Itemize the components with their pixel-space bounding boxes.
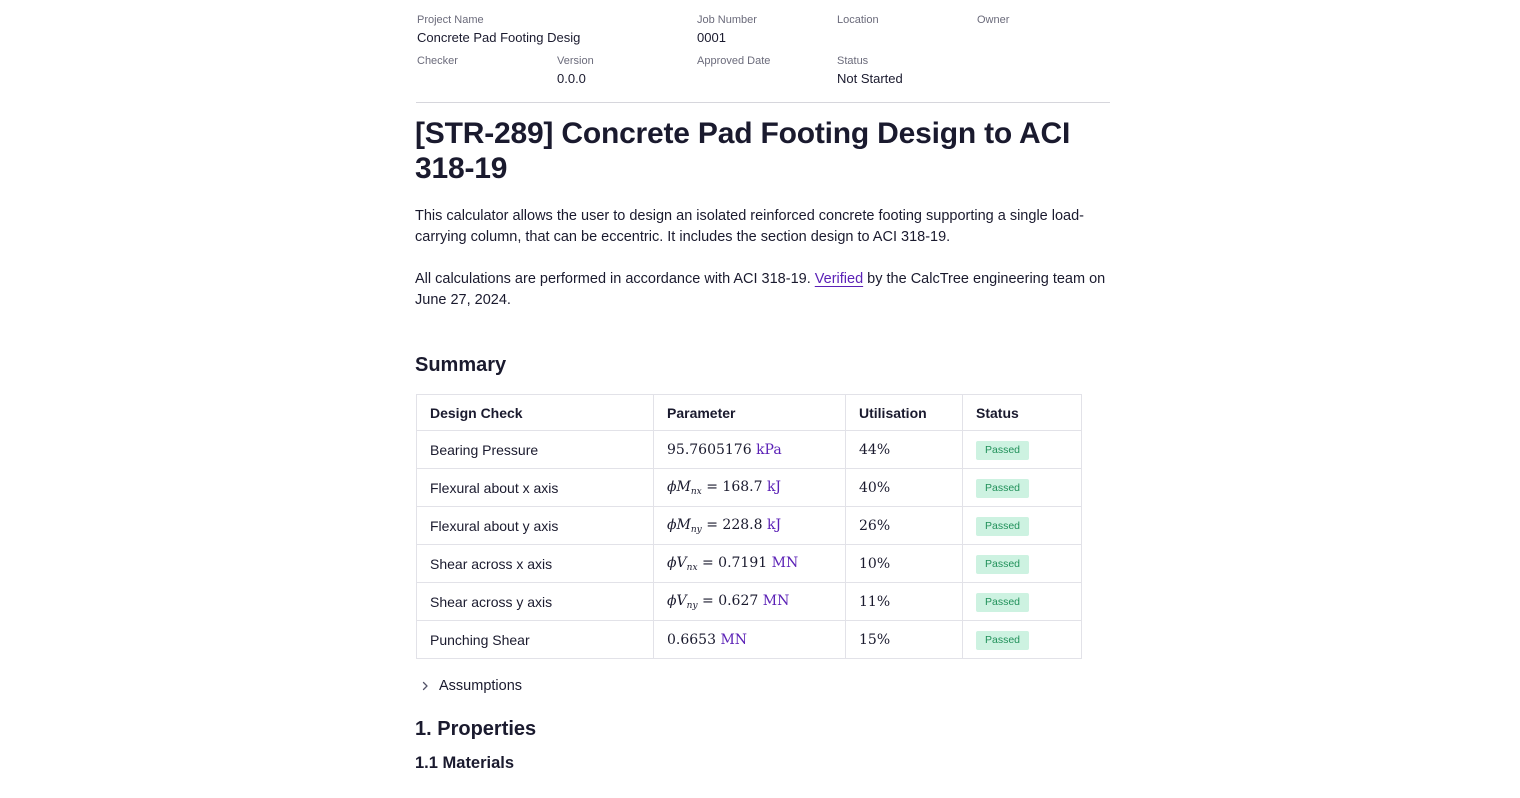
- parameter-cell: [654, 469, 846, 507]
- utilisation-cell: [846, 469, 963, 507]
- status-cell: [963, 507, 1082, 545]
- utilisation-cell: [846, 621, 963, 659]
- summary-table: [416, 394, 1082, 659]
- accordance-paragraph: [415, 269, 1115, 311]
- version-label: Version: [557, 55, 594, 67]
- status-badge: Passed: [976, 555, 1029, 574]
- page-title: [STR-289] Concrete Pad Footing Design to ACI 318-19: [415, 117, 1071, 185]
- table-row: [417, 507, 1082, 545]
- utilisation-cell: [846, 431, 963, 469]
- accordance-text-after: by the CalcTree engineering team on June 27, 2024.: [415, 271, 1106, 308]
- accordance-text-before: All calculations are performed in accordance with ACI 318-19.: [415, 271, 815, 287]
- status-cell: [963, 583, 1082, 621]
- parameter-subscript: nx: [686, 563, 698, 573]
- materials-heading: 1.1 Materials: [415, 754, 515, 772]
- location-field[interactable]: [837, 14, 879, 29]
- utilisation-value: 44%: [859, 442, 891, 458]
- approved-date-field[interactable]: [697, 55, 770, 70]
- owner-label: Owner: [977, 14, 1010, 26]
- document-metadata: [417, 14, 1110, 96]
- summary-table-body: [417, 431, 1082, 659]
- utilisation-value: 40%: [859, 480, 891, 496]
- job-number-value: 0001: [697, 30, 726, 45]
- parameter-cell: [654, 583, 846, 621]
- table-row: [417, 469, 1082, 507]
- parameter-value: 0.6653: [667, 632, 716, 648]
- status-badge: Passed: [976, 631, 1029, 650]
- parameter-symbol: ϕM: [667, 517, 691, 533]
- table-row: [417, 431, 1082, 469]
- status-cell: [963, 545, 1082, 583]
- parameter-unit: MN: [771, 555, 799, 571]
- parameter-subscript: nx: [690, 487, 702, 497]
- status-cell: [963, 431, 1082, 469]
- project-name-field[interactable]: [417, 14, 580, 46]
- parameter-cell: [654, 545, 846, 583]
- utilisation-value: 11%: [859, 594, 891, 610]
- status-field[interactable]: [837, 55, 903, 87]
- parameter-cell: [654, 431, 846, 469]
- parameter-unit: kPa: [756, 442, 782, 458]
- header-utilisation: Utilisation: [846, 395, 963, 431]
- parameter-equals: =: [701, 555, 714, 571]
- design-check-cell: Shear across y axis: [417, 583, 654, 621]
- utilisation-value: 10%: [859, 556, 891, 572]
- metadata-row-2: [417, 55, 1110, 96]
- job-number-label: Job Number: [697, 14, 757, 26]
- owner-field[interactable]: [977, 14, 1009, 29]
- parameter-unit: kJ: [766, 479, 782, 495]
- design-check-cell: Flexural about y axis: [417, 507, 654, 545]
- status-value: Not Started: [837, 71, 903, 86]
- status-label: Status: [837, 55, 869, 67]
- parameter-equals: =: [702, 593, 714, 609]
- parameter-symbol: ϕM: [667, 479, 691, 495]
- parameter-unit: kJ: [766, 517, 782, 533]
- parameter-subscript: ny: [686, 601, 698, 611]
- parameter-value: 95.7605176: [667, 442, 752, 458]
- utilisation-cell: [846, 507, 963, 545]
- chevron-right-icon: [419, 680, 431, 692]
- header-divider: [416, 102, 1110, 103]
- assumptions-toggle[interactable]: [419, 678, 522, 694]
- parameter-equals: =: [706, 517, 718, 533]
- metadata-row-1: [417, 14, 1110, 55]
- table-row: [417, 545, 1082, 583]
- job-number-field[interactable]: [697, 14, 757, 46]
- parameter-value: 0.627: [718, 593, 759, 609]
- properties-heading: 1. Properties: [415, 718, 537, 740]
- version-field[interactable]: [557, 55, 594, 87]
- header-parameter: Parameter: [654, 395, 846, 431]
- status-badge: Passed: [976, 479, 1029, 498]
- summary-table-header-row: [417, 395, 1082, 431]
- status-cell: [963, 469, 1082, 507]
- status-badge: Passed: [976, 517, 1029, 536]
- parameter-symbol: ϕV: [667, 593, 687, 609]
- table-row: [417, 621, 1082, 659]
- intro-paragraph: This calculator allows the user to design an isolated reinforced concrete footing supporting a single load-carrying column, that can be eccentric. It includes the section design to ACI 318-19.: [415, 208, 1084, 245]
- parameter-cell: [654, 621, 846, 659]
- parameter-subscript: ny: [690, 525, 702, 535]
- checker-field[interactable]: [417, 55, 458, 70]
- header-status: Status: [963, 395, 1082, 431]
- parameter-symbol: ϕV: [667, 555, 687, 571]
- summary-heading: Summary: [415, 354, 507, 376]
- parameter-equals: =: [706, 479, 718, 495]
- parameter-unit: MN: [720, 632, 748, 648]
- project-name-label: Project Name: [417, 14, 484, 26]
- status-badge: Passed: [976, 441, 1029, 460]
- parameter-value: 228.8: [722, 517, 763, 533]
- design-check-cell: Flexural about x axis: [417, 469, 654, 507]
- version-value: 0.0.0: [557, 71, 586, 86]
- design-check-cell: Shear across x axis: [417, 545, 654, 583]
- utilisation-value: 15%: [859, 632, 891, 648]
- checker-label: Checker: [417, 55, 458, 67]
- parameter-cell: [654, 507, 846, 545]
- parameter-unit: MN: [762, 593, 790, 609]
- parameter-value: 0.7191: [718, 555, 768, 571]
- status-badge: Passed: [976, 593, 1029, 612]
- utilisation-cell: [846, 545, 963, 583]
- project-name-value: Concrete Pad Footing Desig: [417, 30, 581, 45]
- header-design-check: Design Check: [417, 395, 654, 431]
- status-cell: [963, 621, 1082, 659]
- location-label: Location: [837, 14, 879, 26]
- assumptions-label: Assumptions: [439, 678, 523, 694]
- parameter-value: 168.7: [722, 479, 763, 495]
- design-check-cell: Punching Shear: [417, 621, 654, 659]
- table-row: [417, 583, 1082, 621]
- verified-link[interactable]: Verified: [814, 271, 864, 287]
- approved-date-label: Approved Date: [697, 55, 771, 67]
- utilisation-value: 26%: [859, 518, 891, 534]
- design-check-cell: Bearing Pressure: [417, 431, 654, 469]
- utilisation-cell: [846, 583, 963, 621]
